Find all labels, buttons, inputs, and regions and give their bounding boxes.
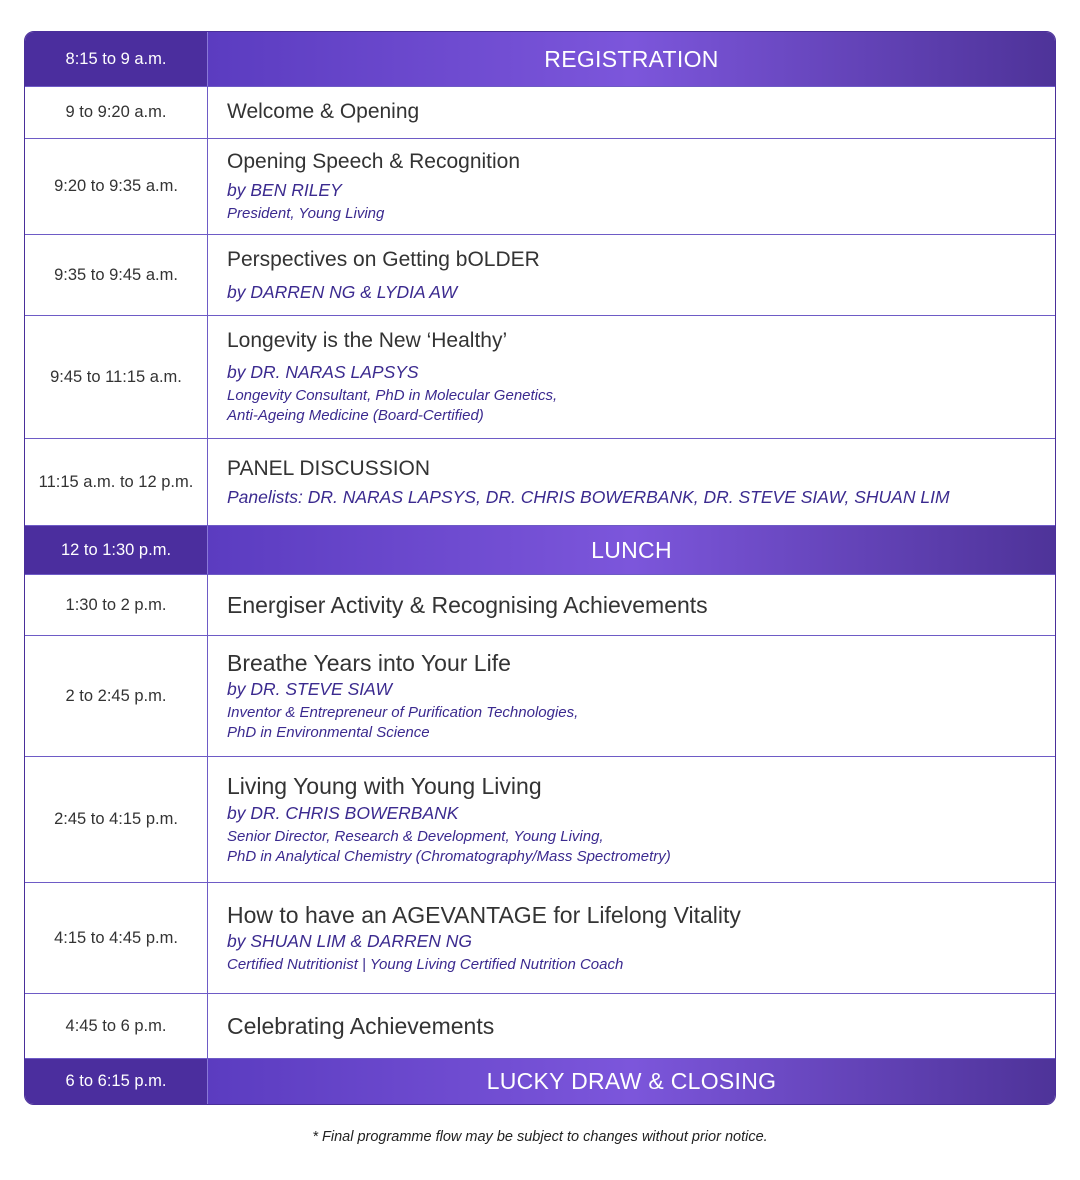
schedule-row-longevity (25, 315, 1055, 438)
session-speaker: by SHUAN LIM & DARREN NG (227, 931, 473, 952)
schedule-row-energiser (25, 574, 1055, 635)
schedule-row-breathe (25, 635, 1055, 756)
panelists: Panelists: DR. NARAS LAPSYS, DR. CHRIS BOWERBANK, DR. STEVE SIAW, SHUAN LIM (227, 487, 950, 508)
schedule-row-welcome (25, 86, 1055, 138)
schedule-row-opening-speech (25, 138, 1055, 234)
session-cell (208, 883, 1055, 993)
schedule-row-agevantage (25, 882, 1055, 993)
session-cell (208, 636, 1055, 756)
session-speaker: by DR. STEVE SIAW (227, 679, 392, 700)
session-cell (208, 994, 1055, 1058)
session-cell (208, 757, 1055, 882)
time-cell: 4:45 to 6 p.m. (25, 994, 208, 1058)
speaker-role: Anti-Ageing Medicine (Board-Certified) (227, 406, 484, 424)
banner-cell (208, 32, 1055, 86)
speaker-role: PhD in Analytical Chemistry (Chromatography/Mass Spectrometry) (227, 847, 671, 865)
speaker-role: President, Young Living (227, 205, 385, 223)
session-title: Longevity is the New ‘Healthy’ (227, 329, 508, 353)
session-title: How to have an AGEVANTAGE for Lifelong Vitality (227, 901, 741, 928)
session-title: Perspectives on Getting bOLDER (227, 247, 540, 271)
session-title: Breathe Years into Your Life (227, 649, 511, 676)
schedule-row-celebrating (25, 993, 1055, 1058)
session-title: Living Young with Young Living (227, 773, 542, 800)
session-title: Celebrating Achievements (227, 1012, 495, 1039)
time-cell: 6 to 6:15 p.m. (25, 1059, 208, 1104)
session-speaker: by DARREN NG & LYDIA AW (227, 282, 458, 303)
banner-cell (208, 526, 1055, 574)
speaker-role: Senior Director, Research & Development, Young Living, (227, 827, 604, 845)
session-cell (208, 316, 1055, 438)
schedule-row-living-young (25, 756, 1055, 882)
time-cell: 9 to 9:20 a.m. (25, 87, 208, 138)
footnote: * Final programme flow may be subject to changes without prior notice. (312, 1129, 768, 1145)
time-cell: 9:20 to 9:35 a.m. (25, 139, 208, 234)
time-cell: 4:15 to 4:45 p.m. (25, 883, 208, 993)
session-cell (208, 87, 1055, 138)
schedule-row-perspectives (25, 234, 1055, 315)
speaker-role: Certified Nutritionist | Young Living Certified Nutrition Coach (227, 956, 624, 974)
session-title: Energiser Activity & Recognising Achievements (227, 591, 708, 618)
banner-title: LUNCH (591, 536, 672, 563)
session-speaker: by BEN RILEY (227, 180, 342, 201)
session-speaker: by DR. CHRIS BOWERBANK (227, 802, 459, 823)
session-title: Welcome & Opening (227, 100, 420, 124)
schedule-row-registration (25, 32, 1055, 86)
schedule-row-panel-discussion (25, 438, 1055, 525)
time-cell: 11:15 a.m. to 12 p.m. (25, 439, 208, 525)
session-speaker: by DR. NARAS LAPSYS (227, 361, 419, 382)
banner-title: REGISTRATION (544, 45, 719, 72)
session-title: Opening Speech & Recognition (227, 149, 521, 173)
schedule-row-lunch (25, 525, 1055, 574)
time-cell: 2:45 to 4:15 p.m. (25, 757, 208, 882)
speaker-role: Longevity Consultant, PhD in Molecular Genetics, (227, 386, 558, 404)
schedule-row-lucky-draw (25, 1058, 1055, 1104)
time-cell: 1:30 to 2 p.m. (25, 575, 208, 635)
time-cell: 12 to 1:30 p.m. (25, 526, 208, 574)
banner-title: LUCKY DRAW & CLOSING (486, 1068, 777, 1094)
session-cell (208, 235, 1055, 315)
speaker-role: PhD in Environmental Science (227, 724, 430, 742)
session-title: PANEL DISCUSSION (227, 456, 431, 480)
banner-cell (208, 1059, 1055, 1104)
session-cell (208, 575, 1055, 635)
time-cell: 2 to 2:45 p.m. (25, 636, 208, 756)
session-cell (208, 139, 1055, 234)
programme-schedule (24, 31, 1056, 1105)
time-cell: 9:45 to 11:15 a.m. (25, 316, 208, 438)
speaker-role: Inventor & Entrepreneur of Purification Technologies, (227, 704, 579, 722)
time-cell: 9:35 to 9:45 a.m. (25, 235, 208, 315)
session-cell (208, 439, 1055, 525)
time-cell: 8:15 to 9 a.m. (25, 32, 208, 86)
